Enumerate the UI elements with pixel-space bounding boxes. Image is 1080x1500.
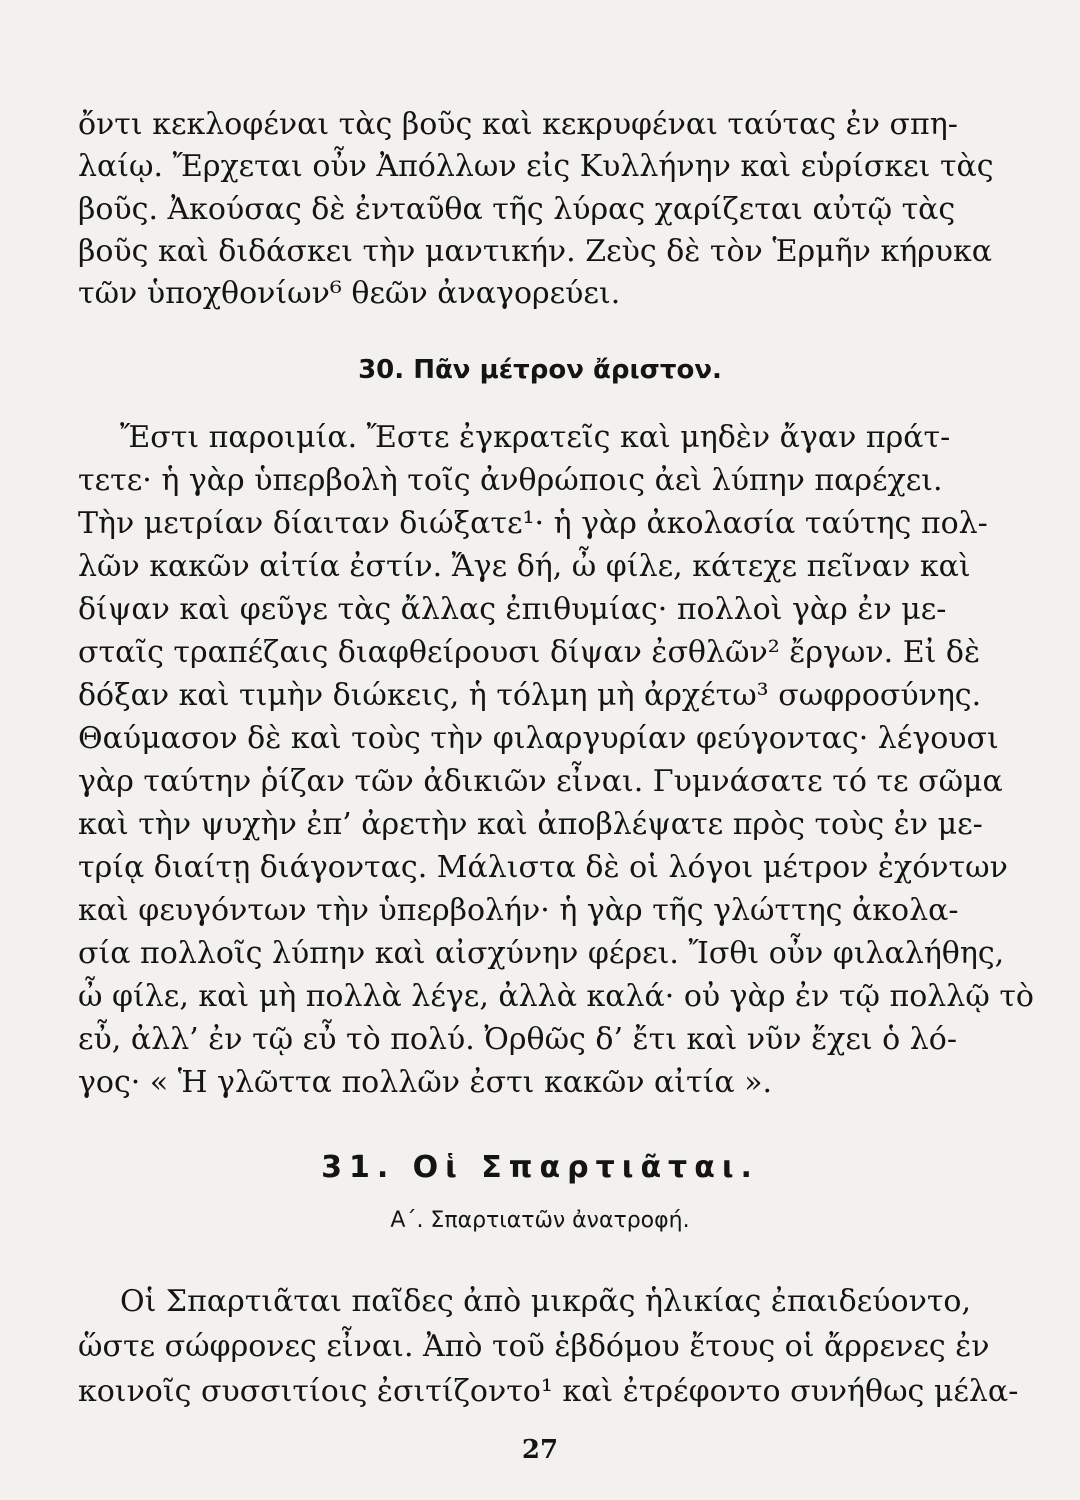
text-line: βοῦς καὶ διδάσκει τὴν μαντικήν. Ζεὺς δὲ τὸν Ἑρμῆν κήρυκα <box>78 234 993 269</box>
text-line: λαίῳ. Ἔρχεται οὖν Ἀπόλλων εἰς Κυλλήνην καὶ εὑρίσκει τὰς <box>78 149 994 184</box>
text-line: σία πολλοῖς λύπην καὶ αἰσχύνην φέρει. Ἴσθι οὖν φιλαλήθης, <box>78 936 1005 971</box>
text-line: δίψαν καὶ φεῦγε τὰς ἄλλας ἐπιθυμίας· πολλοὶ γὰρ ἐν με- <box>78 592 947 627</box>
section-30-heading: 30. Πᾶν μέτρον ἄριστον. <box>358 355 722 385</box>
text-line: σταῖς τραπέζαις διαφθείρουσι δίψαν ἐσθλῶν² ἔργων. Εἰ δὲ <box>78 635 981 670</box>
text-line: καὶ φευγόντων τὴν ὑπερβολήν· ἡ γὰρ τῆς γλώττης ἀκολα- <box>78 893 959 928</box>
text-line: τῶν ὑποχθονίων⁶ θεῶν ἀναγορεύει. <box>78 276 621 311</box>
text-line: ὥστε σώφρονες εἶναι. Ἀπὸ τοῦ ἑβδόμου ἔτους οἱ ἄρρενες ἐν <box>78 1329 990 1364</box>
text-line: κοινοῖς συσσιτίοις ἐσιτίζοντο¹ καὶ ἐτρέφοντο συνήθως μέλα- <box>78 1374 1019 1409</box>
page-number: 27 <box>521 1435 559 1465</box>
text-line: γος· « Ἡ γλῶττα πολλῶν ἐστι κακῶν αἰτία ». <box>78 1065 773 1100</box>
text-line: Τὴν μετρίαν δίαιταν διώξατε¹· ἡ γὰρ ἀκολασία ταύτης πολ- <box>78 506 988 541</box>
text-line: ὦ φίλε, καὶ μὴ πολλὰ λέγε, ἀλλὰ καλά· οὐ γὰρ ἐν τῷ πολλῷ τὸ <box>78 979 1034 1014</box>
section-31-heading: 31. Οἱ Σπαρτιᾶται. <box>321 1150 759 1185</box>
text-line: λῶν κακῶν αἰτία ἐστίν. Ἄγε δή, ὦ φίλε, κάτεχε πεῖναν καὶ <box>78 549 971 584</box>
text-line: βοῦς. Ἀκούσας δὲ ἐνταῦθα τῆς λύρας χαρίζεται αὐτῷ τὰς <box>78 192 956 227</box>
text-line: ὄντι κεκλοφέναι τὰς βοῦς καὶ κεκρυφέναι ταύτας ἐν σπη- <box>78 107 958 142</box>
text-line: Θαύμασον δὲ καὶ τοὺς τὴν φιλαργυρίαν φεύγοντας· λέγουσι <box>78 721 999 756</box>
section-31-subheading: Α΄. Σπαρτιατῶν ἀνατροφή. <box>390 1208 690 1233</box>
text-line: δόξαν καὶ τιμὴν διώκεις, ἡ τόλμη μὴ ἀρχέτω³ σωφροσύνης. <box>78 678 982 713</box>
text-line: Οἱ Σπαρτιᾶται παῖδες ἀπὸ μικρᾶς ἡλικίας ἐπαιδεύοντο, <box>120 1284 972 1319</box>
text-line: τρίᾳ διαίτῃ διάγοντας. Μάλιστα δὲ οἱ λόγοι μέτρον ἐχόντων <box>78 850 1008 885</box>
text-line: εὖ, ἀλλ’ ἐν τῷ εὖ τὸ πολύ. Ὀρθῶς δ’ ἔτι καὶ νῦν ἔχει ὁ λό- <box>78 1022 957 1057</box>
text-line: καὶ τὴν ψυχὴν ἐπ’ ἀρετὴν καὶ ἀποβλέψατε πρὸς τοὺς ἐν με- <box>78 807 983 842</box>
text-line: τετε· ἡ γὰρ ὑπερβολὴ τοῖς ἀνθρώποις ἀεὶ λύπην παρέχει. <box>78 463 943 498</box>
text-line: γὰρ ταύτην ῥίζαν τῶν ἀδικιῶν εἶναι. Γυμνάσατε τό τε σῶμα <box>78 764 1003 799</box>
text-line: Ἔστι παροιμία. Ἔστε ἐγκρατεῖς καὶ μηδὲν ἄγαν πράτ- <box>120 420 951 455</box>
